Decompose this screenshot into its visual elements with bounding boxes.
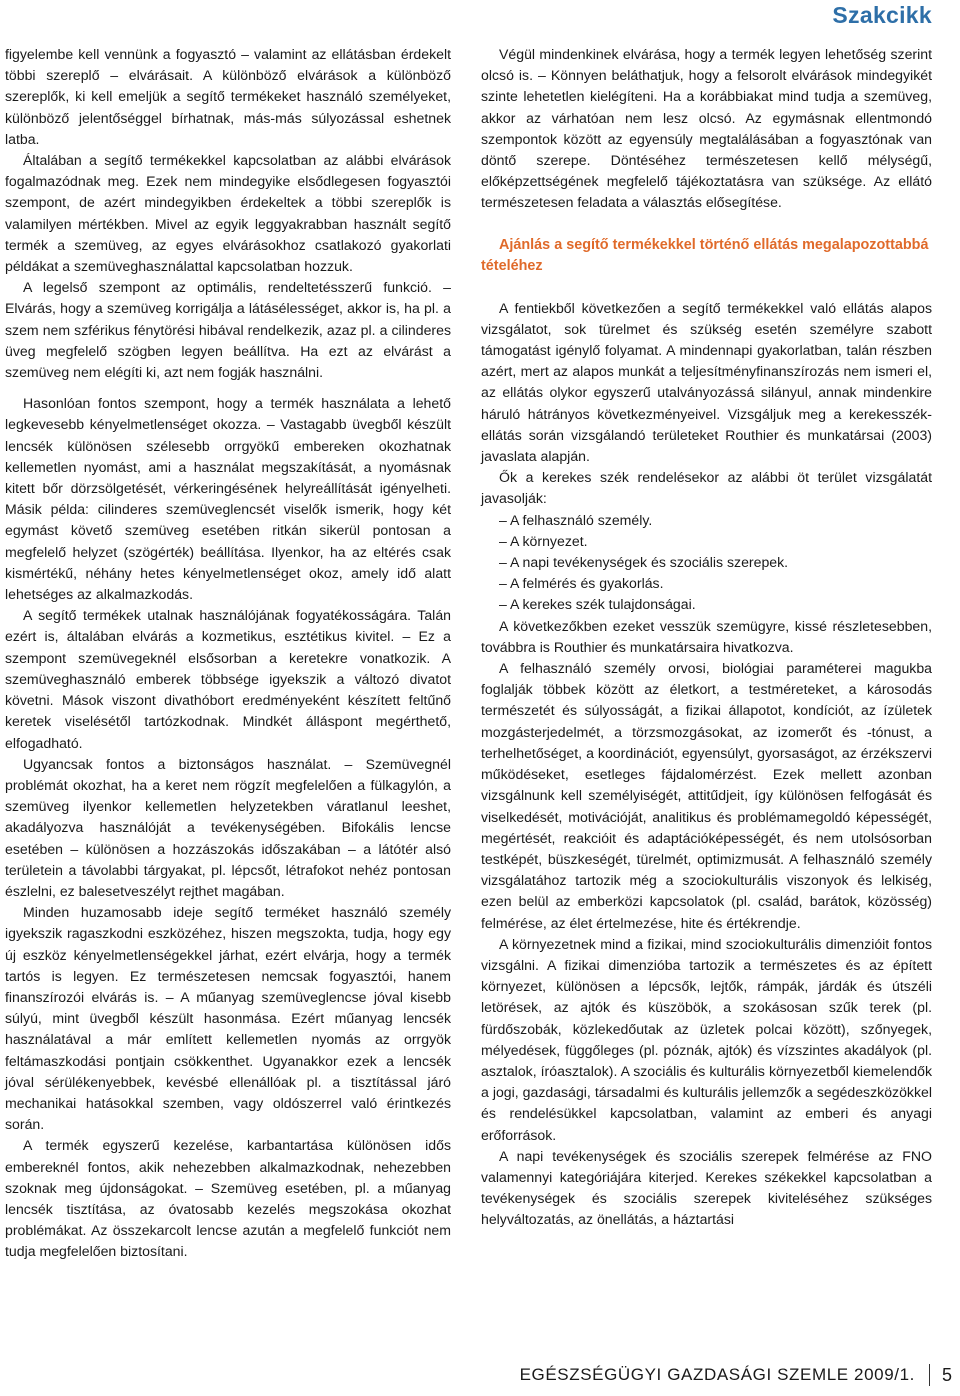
body-paragraph: Ők a kerekes szék rendelésekor az alábbi öt terület vizsgálatát javasolják: (481, 469, 932, 507)
intro-paragraph: Végül mindenkinek elvárása, hogy a termék legyen lehetőség szerint olcsó is. – Könnyen beláthatjuk, hogy a felsorolt elvárások mindegyikét szinte lehetetlen kielégíteni. Ha a korábbiakat mind tudja a szemüveg, akkor az várhatóan nem lesz olcsó. Az egymásnak ellentmondó szempontok között az egyensúly megtalálásában a fogyasztónak van döntő szerepe. Döntéséhez természetesen kellő mélységű, előképzettségének megfelelő tájékoztatásra van szüksége. Az ellátó természetesen feladata a választás elősegítése. (481, 46, 932, 211)
journal-name: EGÉSZSÉGÜGYI GAZDASÁGI SZEMLE 2009/1. (519, 1365, 915, 1384)
section-heading: Ajánlás a segítő termékekkel történő ellátás megalapozottabbá tételéhez (481, 236, 929, 274)
body-paragraph: figyelembe kell vennünk a fogyasztó – valamint az ellátásban érdekelt többi szereplő – elvárásait. A különböző elvárások a különböző szereplők, ki kell emeljük a segítő termékeket használó személyeket, különböző jelentőséggel bírhatnak, más-más súlyozással eshetnek latba. (5, 46, 451, 147)
body-paragraph: Ugyancsak fontos a biztonságos használat. – Szemüvegnél problémát okozhat, ha a keret nem rögzít megfelelően a fülkagylón, a szemüveg ilyenkor kellemetlen helyzetekben váratlanul leeshet, akadályozva használóját a tevékenységében. Bifokális lencse esetében – különösen a hozzászokás időszakában – a látótér alsó területein a távolabbi tárgyakat, pl. lépcsőt, létrafokot nehéz pontosan észlelni, ez balesetveszélyt rejthet magában. (5, 755, 451, 899)
body-paragraph: A segítő termékek utalnak használójának fogyatékosságára. Talán ezért is, általában elvárás a kozmetikus, esztétikus kivitel. – Ez a szempont szemüvegeknél elsősorban a keretekre vonatkozik. A szemüveghasználó emberek többsége igyekszik a változó divatot követni. Mások viszont divathóbort eredményeként készített feltűnő keretek viselésétől tartózkodnak. Mindkét álláspont megérthető, elfogadható. (5, 607, 451, 751)
list-item: – A napi tevékenységek és szociális szerepek. (499, 554, 789, 571)
body-paragraph: Hasonlóan fontos szempont, hogy a termék használata a lehető legkevesebb kényelmetlenséget okozza. – Vastagabb üvegből készült lencsék különösen szélesebb orrgyökű embereken okozhatnak kellemetlen nyomást, ami a használat megszakítását, a nyomásnak kitett bőr dörzsölgetését, vérkeringésének helyreállítását igényelheti. Másik példa: cilinderes szemüveglencsét viselők ismerik, hogy két egymást követő szemüveg esetében ritkán sikerül pontosan a megfelelő helyzet (szögérték) beállítása. Ilyenkor, ha az eltérés csak kismértékű, néhány hetes kényelmetlenséget okoz, amely idő alatt lehetséges az alkalmazkodás. (5, 395, 451, 603)
body-paragraph: Minden huzamosabb ideje segítő terméket használó személy igyekszik ragaszkodni eszközéhez, hiszen megszokta, tudja, hogy egy új eszköz kényelmetlenségekkel járhat, ezért elvárja, hogy a termék tartós is legyen. Ez természetesen nemcsak fogyasztói, hanem finanszírozói elvárás is. – A műanyag szemüveglencse jóval kisebb súlyú, mint üvegből készült hasonmása. Ezért műanyag lencsék használatával a már említett kellemetlen nyomás az orrgyök feltámaszkodási pontjain csökkenthet. Ugyanakkor ezek a lencsék jóval sérülékenyebbek, kevésbé ellenállóak pl. a tisztítással járó mechanikai hatásokkal szemben, vagy oldószerrel való érintkezés során. (5, 904, 451, 1133)
footer-divider (929, 1364, 930, 1386)
list-item: – A felhasználó személy. (499, 511, 653, 528)
body-paragraph: A fentiekből következően a segítő termékekkel való ellátás alapos vizsgálatot, sok türelmet és szükség esetén személyre szabott támogatást igénylő folyamat. A mindennapi gyakorlatban, talán részben azért, mert az alapos munkát a teljesítményfinanszírozás nem ismeri el, az ellátás olykor egyszerű utalványozássá silányul, annak mindenkire háruló hátrányos következményeivel. Vizsgáljuk meg a kerekesszék-ellátás során vizsgálandó területeket Routhier és munkatársai (2003) javaslata alapján. (481, 299, 932, 465)
body-paragraph: A termék egyszerű kezelése, karbantartása különösen idős embereknél fontos, akik nehezebben alkalmazkodnak, nehezebben szoknak meg újdonságokat. – Szemüveg esetében, pl. a műanyag lencsék tisztítása, az óvatosabb kezelés megszokása okozhat problémákat. Az összekarcolt lencse azután a megfelelő funkciót nem tudja megfelelően biztosítani. (5, 1137, 451, 1260)
body-paragraph: A környezetnek mind a fizikai, mind szociokulturális dimenzióit fontos vizsgálni. A fizikai dimenzióba tartozik a természetes és az épített környezet, különösen a lépcsők, lejtők, rámpák, járdák és útszéli letörések, az ajtók és küszöbök, a szokásosan szűk terek (pl. fürdőszobák, közlekedőutak az üzletek polcai között), szőnyegek, mélyedések, függőleges (pl. póznák, ajtók) és vízszintes akadályok (pl. asztalok, íróasztalok). A szociális és kulturális környezetből kiemelendők a jogi, gazdasági, társadalmi és kulturális jellemzők a segédeszközökkel és rendelésükkel kapcsolatban, valamint az emberi és anyagi erőforrások. (481, 935, 932, 1143)
body-paragraph: A napi tevékenységek és szociális szerepek felmérése az FNO valamennyi kategóriájára kiterjed. Kerekes székekkel kapcsolatban a tevékenységek és szociális szerepek kiviteléséhez szükséges helyváltozatás, az önellátás, a háztartási (481, 1147, 932, 1228)
body-paragraph: A legelső szempont az optimális, rendeltetésszerű funkció. – Elvárás, hogy a szemüveg korrigálja a látásélességet, akkor is, ha pl. a szem nem szférikus fénytörési hibával rendelkezik, azaz pl. a cilinderes üveg megfelelő szögben legyen beállítva. Ha ezt az elvárást a szemüveg nem elégíti ki, azt nem fogják használni. (5, 279, 451, 381)
list-item: – A kerekes szék tulajdonságai. (499, 596, 696, 613)
page-number: 5 (941, 1364, 952, 1385)
section-title: Szakcikk (832, 2, 932, 28)
list-item: – A környezet. (499, 532, 588, 549)
page-footer (520, 1364, 952, 1386)
body-paragraph: A következőkben ezeket vesszük szemügyre, kissé részletesebben, továbbra is Routhier és munkatársaira hivatkozva. (481, 617, 932, 655)
body-paragraph: Általában a segítő termékekkel kapcsolatban az alábbi elvárások fogalmazódnak meg. Ezek nem mindegyike elsődlegesen fogyasztói szempont, de azért mindegyikben érdekeltek a többi szereplők is valamilyen mértékben. Mivel az egyik leggyakrabban használt segítő termék a szemüveg, az egyes elvárásokhoz csatlakozó gyakorlati példákat a szemüveghasználattal kapcsolatban hozzuk. (5, 152, 451, 275)
left-column (5, 44, 451, 1263)
list-item: – A felmérés és gyakorlás. (499, 575, 664, 592)
body-paragraph: A felhasználó személy orvosi, biológiai paraméterei magukba foglalják többek között az életkort, a testméreteket, a károsodás természetét és súlyosságát, a fizikai állapotot, kondíciót, az ízületek mozgásterjedelmét, a törzsmozgásokat, az izomerőt és -tónust, a terhelhetőséget, a koordinációt, egyensúlyt, gyorsaságot, az érzékszervi működéseket, esetleges fájdalomérzést. Ezek mellett azonban vizsgálnunk kell személyiségét, attitűdjeit, így különösen felfogását és viselkedését, motivációját, analitikus és problémamegoldó képességét, megértését, reakcióit és adaptációképességét, és nem utolsósorban testképét, büszkeségét, türelmét, optimizmusát. A felhasználó személy vizsgálatához tartozik még a szociokulturális viszonyok és lelkiség, ezen belül az emberközi kapcsolatok (pl. család, barátok, közösség) felmérése, az élet értelmezése, hite és értékrendje. (481, 660, 932, 931)
right-column (481, 44, 932, 1231)
